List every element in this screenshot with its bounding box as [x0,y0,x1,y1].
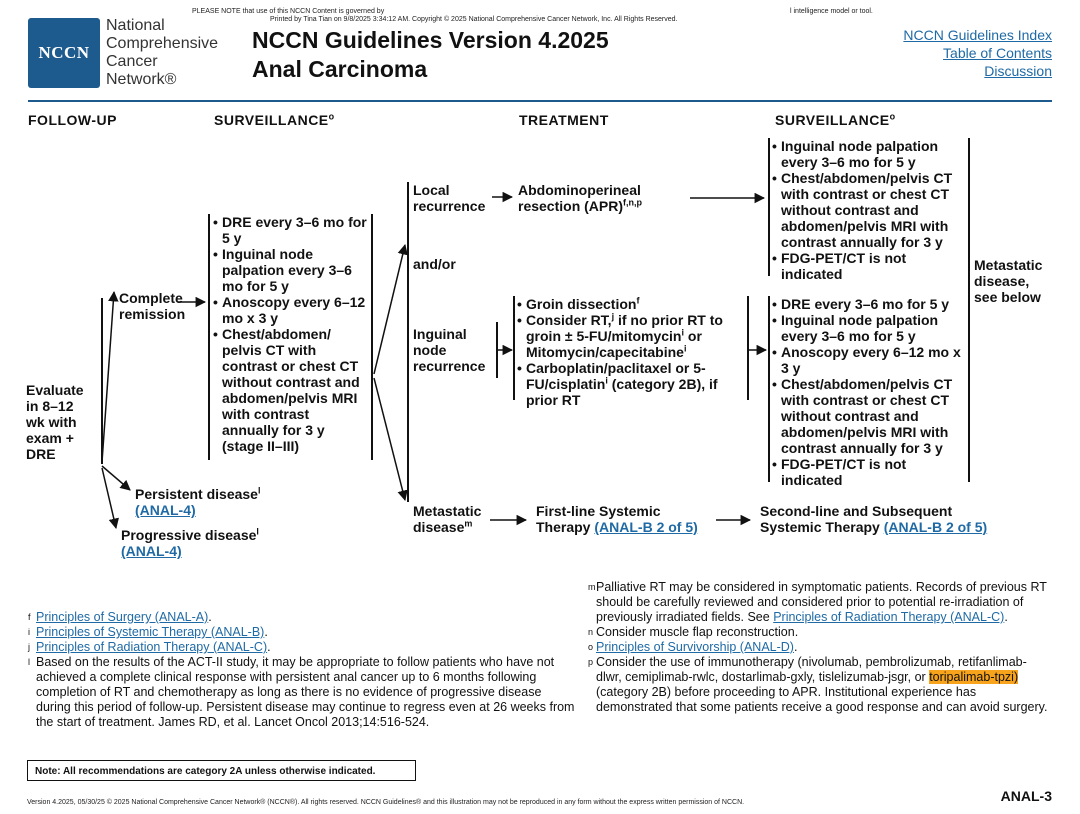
item-text: Consider RT, [526,312,612,328]
footnote-ref: o [889,111,896,122]
footnote-ref: f [636,295,640,306]
footnote-body [596,655,1050,715]
first-line-therapy-node [536,503,698,535]
anal-b-link[interactable]: (ANAL-B 2 of 5) [883,519,988,535]
highlighted-text: toripalimab-tpzi) [929,670,1019,684]
guidelines-index-link[interactable]: NCCN Guidelines Index [903,27,1052,43]
list-item: • Chest/abdomen/pelvis CT with contrast or chest CT without contrast and abdomen/pelvis MRI with contrast annually for 3 y [772,170,964,250]
footnote-end: . [267,640,271,654]
discussion-link[interactable]: Discussion [984,63,1052,79]
node-line: Second-line and Subsequent [760,503,953,519]
bracket-line [768,296,770,482]
metastatic-disease-node [413,503,481,535]
footnote-ref: f,n,p [623,197,643,208]
anal-4-link[interactable]: (ANAL-4) [121,543,182,559]
footnote-body [596,580,1050,625]
list-item: • Inguinal node palpation every 3–6 mo for 5 y [772,312,964,344]
node-line: DRE [26,446,56,462]
node-line: Complete [119,290,183,306]
node-line: First-line Systemic [536,503,661,519]
node-line [760,519,987,535]
logo-text: NCCN [38,43,90,62]
node-text: Systemic Therapy [760,519,884,535]
list-item: • FDG-PET/CT is not indicated [772,250,964,282]
evaluate-node [26,382,84,462]
treatment-heading: TREATMENT [519,112,609,128]
local-recurrence-node [413,182,485,214]
heading-text: SURVEILLANCE [775,112,890,128]
node-line [518,198,642,214]
bracket-line [513,296,515,400]
org-line: National [106,17,165,34]
footnote-ref: l [257,485,261,496]
copyright-footer: Version 4.2025, 05/30/25 © 2025 National Comprehensive Cancer Network® (NCCN®). All rights reserved. NCCN Guidelines® and this illustration may not be reproduced in any form without the express written permission of NCCN. [27,799,745,806]
persistent-disease-node [135,486,260,518]
principles-systemic-link[interactable]: Principles of Systemic Therapy (ANAL-B) [36,625,265,639]
footnote-m [588,580,1050,625]
node-line [135,486,260,502]
bracket-line [371,214,373,460]
footnote-text: Palliative RT may be considered in symptomatic patients. Records of previous RT should be carefully reviewed and considered prior to potential re-irradiation of previously irradiated fields. See [596,580,1047,624]
list-item: • DRE every 3–6 mo for 5 y [213,214,368,246]
footnote-mark: o [588,642,594,652]
item-text: if no prior RT to groin ± 5-FU/mitomycin [526,312,723,344]
footnote-ref: j [611,311,615,322]
footnote-i [28,625,576,640]
guideline-version: NCCN Guidelines Version 4.2025 [252,27,609,53]
bracket-line [496,322,498,378]
node-line: recurrence [413,198,486,214]
principles-radiation-link[interactable]: Principles of Radiation Therapy (ANAL-C) [773,610,1005,624]
list-item: • DRE every 3–6 mo for 5 y [772,296,964,312]
apr-node [518,182,642,214]
item-text: Groin dissection [526,296,637,312]
node-text: Persistent disease [135,486,258,502]
node-line: recurrence [413,358,486,374]
second-line-therapy-node [760,503,987,535]
bracket-line [407,182,409,502]
node-line: wk with [26,414,77,430]
principles-surgery-link[interactable]: Principles of Surgery (ANAL-A) [36,610,209,624]
inguinal-recurrence-node [413,326,485,374]
node-line: Inguinal [413,326,467,342]
footnote-mark: p [588,657,594,667]
guideline-topic: Anal Carcinoma [252,56,428,82]
metastatic-see-below-node [974,257,1042,305]
item-text: Carboplatin/paclitaxel or 5-FU/cisplatin [526,360,706,392]
org-line: Cancer [106,53,158,70]
list-item: • FDG-PET/CT is not indicated [772,456,964,488]
footnote-end: . [208,610,212,624]
footnote-ref: o [328,111,335,122]
table-of-contents-link[interactable]: Table of Contents [943,45,1052,61]
footnote-mark: m [588,582,596,592]
footnotes-left [28,610,576,730]
list-item: • Inguinal node palpation every 3–6 mo for 5 y [772,138,964,170]
list-item: • Anoscopy every 6–12 mo x 3 y [213,294,368,326]
footnote-mark: n [588,627,594,637]
node-line: in 8–12 [26,398,74,414]
progressive-disease-node [121,527,259,559]
node-line: node [413,342,447,358]
footnote-text: Consider muscle flap reconstruction. [596,625,799,639]
footnote-end: . [1004,610,1008,624]
bracket-line [747,296,749,400]
footnote-mark: i [28,627,30,637]
footnote-ref: l [256,526,259,537]
node-text: Progressive disease [121,527,257,543]
footnote-ref: i [605,375,608,386]
footnote-ref: i [681,327,684,338]
groin-treatment-list [517,296,745,408]
footnote-f [28,610,576,625]
footnote-n [588,625,1050,640]
and-or-label: and/or [413,256,456,272]
footnotes-right [588,580,1050,715]
node-line: Abdominoperineal [518,182,641,198]
list-item: • Chest/abdomen/ pelvis CT with contrast or chest CT without contrast and abdomen/pelvis MRI with contrast annually for 3 y (stage II–III) [213,326,368,454]
node-line: Metastatic [974,257,1043,273]
heading-text: SURVEILLANCE [214,112,329,128]
usage-notice: PLEASE NOTE that use of this NCCN Content is governed by [192,8,385,15]
footnote-end: . [264,625,268,639]
footnote-p [588,655,1050,715]
footnote-ref: m [464,518,473,529]
surveillance-list [213,214,368,454]
node-line: see below [974,289,1041,305]
node-line: Evaluate [26,382,84,398]
category-note: Note: All recommendations are category 2A unless otherwise indicated. [27,760,416,781]
footnote-l [28,655,576,730]
node-line [536,519,698,535]
list-item: • Chest/abdomen/pelvis CT with contrast or chest CT without contrast and abdomen/pelvis MRI with contrast annually for 3 y [772,376,964,456]
node-text: Therapy [536,519,595,535]
item-text: or Mitomycin/capecitabine [526,328,702,360]
item-text: (category 2B), if prior RT [526,376,718,408]
followup-heading: FOLLOW-UP [28,112,117,128]
footnote-text: Based on the results of the ACT-II study, it may be appropriate to follow patients who have not achieved a complete clinical response with persistent anal cancer up to 6 months following completion of RT and chemotherapy as long as there is no evidence of progressive disease during this period of follow-up. Persistent disease may continue to regress even at 26 weeks from the start of treatment. James RD, et al. Lancet Oncol 2013;14:516-524. [36,655,575,729]
list-item: • Anoscopy every 6–12 mo x 3 y [772,344,964,376]
node-line: exam + [26,430,74,446]
bracket-line [768,138,770,276]
page-id: ANAL-3 [1000,788,1052,804]
complete-remission-node [119,290,185,322]
list-item: • Inguinal node palpation every 3–6 mo for 5 y [213,246,368,294]
footnote-text: Consider the use of immunotherapy (nivolumab, pembrolizumab, retifanlimab-dlwr, cemiplimab-rwlc, dostarlimab-gxly, tislelizumab-jsgr, or [596,655,1027,684]
node-line [121,527,259,543]
org-line: Network® [106,71,177,88]
org-line: Comprehensive [106,35,219,52]
anal-b-link[interactable]: (ANAL-B 2 of 5) [594,519,698,535]
footnote-mark: j [28,642,30,652]
node-line: Local [413,182,450,198]
surveillance-list-after-apr [772,138,964,282]
footnote-text: (category 2B) before proceeding to APR. Institutional experience has demonstrated that some patients receive a good response and can avoid surgery. [596,685,1048,714]
footnote-o [588,640,1050,655]
footnote-end: . [793,640,798,654]
bracket-line [968,138,970,482]
node-text: disease [413,519,465,535]
node-line: Metastatic [413,503,482,519]
node-text: resection (APR) [518,198,624,214]
node-line [413,519,481,535]
footnote-ref: i [683,343,687,354]
bracket-line [208,214,210,460]
list-item [517,296,745,312]
anal-4-link[interactable]: (ANAL-4) [135,502,196,518]
usage-notice-tail: l intelligence model or tool. [790,8,873,15]
node-line: remission [119,306,186,322]
bracket-line [101,298,103,464]
print-notice: Printed by Tina Tian on 9/8/2025 3:34:12 AM. Copyright © 2025 National Comprehensive Cancer Network, Inc. All Rights Reserved. [270,16,678,23]
footnote-j [28,640,576,655]
principles-radiation-link[interactable]: Principles of Radiation Therapy (ANAL-C) [36,640,268,654]
node-line: disease, [974,273,1030,289]
list-item [517,312,745,360]
footnote-mark: f [28,612,31,622]
footnote-mark: l [28,657,30,667]
principles-survivorship-link[interactable]: Principles of Survivorship (ANAL-D) [596,640,794,654]
surveillance-list-after-groin [772,296,964,488]
list-item [517,360,745,408]
